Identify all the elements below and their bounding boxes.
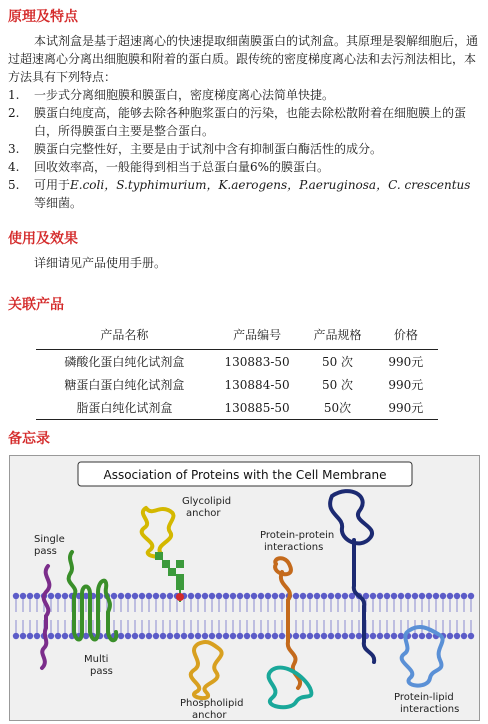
product-name: 磷酸化蛋白纯化试剂盒 bbox=[64, 355, 185, 369]
label-multi-pass-1: Multi bbox=[84, 654, 109, 665]
protein-protein-blue bbox=[330, 491, 372, 543]
diagram-title: Association of Proteins with the Cell Membrane bbox=[103, 468, 387, 482]
label-single-pass-2: pass bbox=[34, 546, 57, 557]
label-multi-pass-2: pass bbox=[90, 666, 113, 677]
related-title: 关联产品 bbox=[8, 297, 64, 313]
teal-protein bbox=[269, 668, 312, 708]
table-row bbox=[36, 396, 438, 420]
label-protein-protein-1: Protein-protein bbox=[260, 530, 335, 541]
principle-intro: 本试剂盒是基于超速离心的快速提取细菌膜蛋白的试剂盒。其原理是裂解细胞后，通过超速离心分离出细胞膜和附着的蛋白质。跟传统的密度梯度离心法和去污剂法相比，本方法具有下列特点： bbox=[8, 34, 479, 84]
single-pass-protein bbox=[42, 566, 49, 668]
principle-intro-block bbox=[8, 32, 480, 86]
product-price: 990元 bbox=[388, 355, 424, 369]
glycolipid-protein bbox=[142, 508, 174, 556]
label-glycolipid-2: anchor bbox=[186, 508, 221, 519]
col-header: 产品规格 bbox=[301, 322, 373, 350]
product-spec: 50 次 bbox=[321, 378, 354, 392]
feature-item: 4. 回收效率高，一般能得到相当于总蛋白量6%的膜蛋白。 bbox=[8, 160, 330, 174]
usage-title: 使用及效果 bbox=[8, 231, 78, 247]
product-code: 130883-50 bbox=[224, 354, 290, 369]
feature-item: 3. 膜蛋白完整性好，主要是由于试剂中含有抑制蛋白酶活性的成分。 bbox=[8, 142, 383, 156]
related-products-table bbox=[36, 322, 438, 420]
product-spec: 50 次 bbox=[321, 355, 354, 369]
label-single-pass-1: Single bbox=[34, 534, 65, 545]
diagram-svg bbox=[10, 456, 479, 720]
product-code: 130885-50 bbox=[213, 396, 301, 420]
memo-title: 备忘录 bbox=[8, 431, 50, 447]
label-protein-protein-2: interactions bbox=[264, 542, 324, 553]
label-protein-lipid-1: Protein-lipid bbox=[394, 692, 454, 703]
principle-title: 原理及特点 bbox=[8, 9, 78, 25]
membrane-protein-diagram bbox=[9, 455, 480, 721]
table-row bbox=[36, 373, 438, 396]
product-price: 990元 bbox=[388, 378, 424, 392]
feature-item: 5. 可用于E.coli，S.typhimurium，K.aerogens，P.aeruginosa，C. crescentus等细菌。 bbox=[8, 178, 471, 210]
label-phospholipid-2: anchor bbox=[192, 710, 227, 720]
label-glycolipid-1: Glycolipid bbox=[182, 496, 232, 507]
product-spec: 50次 bbox=[301, 396, 373, 420]
feature-list bbox=[8, 86, 480, 212]
organism-list: E.coli，S.typhimurium，K.aerogens，P.aeruginosa，C. crescentus bbox=[70, 178, 471, 192]
product-name: 脂蛋白纯化试剂盒 bbox=[36, 396, 213, 420]
label-phospholipid-1: Phospholipid bbox=[180, 698, 244, 709]
col-header: 产品编号 bbox=[213, 322, 301, 350]
label-protein-lipid-2: interactions bbox=[400, 704, 460, 715]
usage-text: 详细请见产品使用手册。 bbox=[34, 256, 167, 270]
product-name: 糖蛋白蛋白纯化试剂盒 bbox=[64, 378, 185, 392]
usage-block bbox=[8, 254, 480, 272]
col-header: 价格 bbox=[374, 322, 438, 350]
product-price: 990元 bbox=[374, 396, 438, 420]
feature-item: 1. 一步式分离细胞膜和膜蛋白，密度梯度离心法简单快捷。 bbox=[8, 88, 335, 102]
phospholipid-anchor-protein bbox=[191, 642, 222, 698]
table-row bbox=[36, 350, 438, 374]
product-code: 130884-50 bbox=[224, 377, 290, 392]
col-header: 产品名称 bbox=[36, 322, 213, 350]
table-header-row bbox=[36, 322, 438, 350]
feature-item: 2. 膜蛋白纯度高，能够去除各种胞浆蛋白的污染，也能去除松散附着在细胞膜上的蛋白，所得膜蛋白主要是整合蛋白。 bbox=[8, 106, 467, 138]
